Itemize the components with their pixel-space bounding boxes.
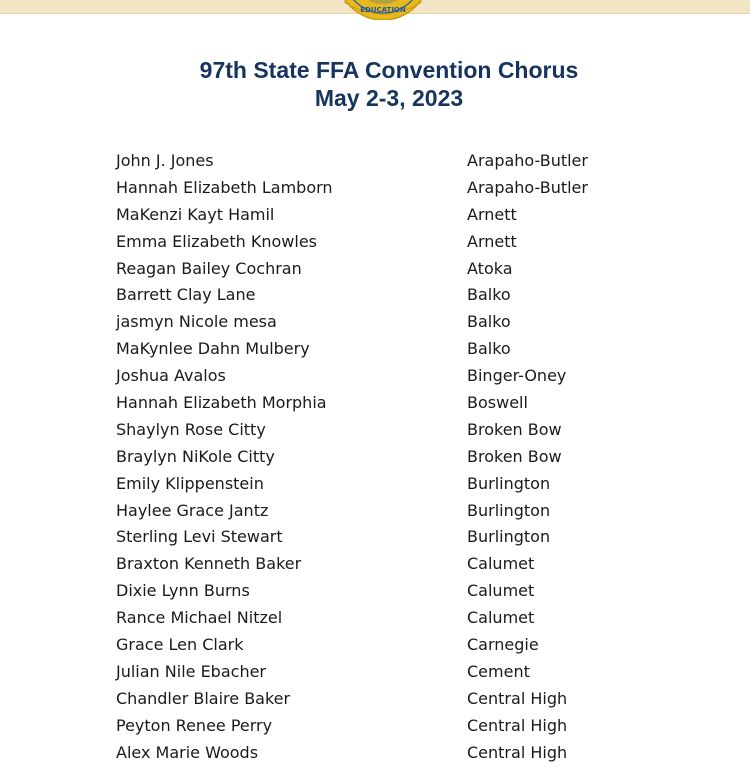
member-school: Calumet xyxy=(467,554,535,574)
member-name: Haylee Grace Jantz xyxy=(116,500,269,520)
chorus-roster xyxy=(116,148,636,766)
roster-row xyxy=(116,202,636,229)
member-school: Burlington xyxy=(467,500,551,520)
roster-row xyxy=(116,390,636,417)
member-name: Julian Nile Ebacher xyxy=(116,661,266,681)
member-school: Central High xyxy=(467,742,568,762)
member-name: Grace Len Clark xyxy=(116,635,244,655)
roster-row xyxy=(116,363,636,390)
member-school: Burlington xyxy=(467,527,551,547)
member-school: Boswell xyxy=(467,393,528,413)
roster-row xyxy=(116,471,636,498)
roster-row xyxy=(116,578,636,605)
roster-row xyxy=(116,632,636,659)
roster-row xyxy=(116,309,636,336)
member-school: Central High xyxy=(467,688,568,708)
roster-row xyxy=(116,713,636,740)
member-name: Peyton Renee Perry xyxy=(116,715,273,735)
page-title xyxy=(0,56,750,112)
roster-row xyxy=(116,256,636,283)
member-school: Arapaho-Butler xyxy=(467,151,588,170)
member-school: Cement xyxy=(467,661,530,681)
title-line-1: 97th State FFA Convention Chorus xyxy=(199,57,579,83)
member-school: Atoka xyxy=(467,258,513,278)
member-name: jasmyn Nicole mesa xyxy=(116,312,277,332)
member-name: Emily Klippenstein xyxy=(116,473,264,493)
roster-row xyxy=(116,282,636,309)
roster-row xyxy=(116,524,636,551)
member-name: Rance Michael Nitzel xyxy=(116,608,283,628)
roster-row xyxy=(116,498,636,525)
member-name: Sterling Levi Stewart xyxy=(116,527,283,547)
member-name: Alex Marie Woods xyxy=(116,742,259,762)
member-name: Braxton Kenneth Baker xyxy=(116,554,302,574)
member-name: Shaylyn Rose Citty xyxy=(116,419,266,439)
member-name: Emma Elizabeth Knowles xyxy=(116,231,318,251)
roster-row xyxy=(116,740,636,767)
emblem-text: EDUCATION xyxy=(360,6,406,14)
member-school: Balko xyxy=(467,285,511,305)
member-name: Hannah Elizabeth Morphia xyxy=(116,393,327,413)
roster-row xyxy=(116,686,636,713)
member-name: MaKynlee Dahn Mulbery xyxy=(116,339,310,359)
member-school: Binger-Oney xyxy=(467,366,567,386)
member-school: Arnett xyxy=(467,204,517,224)
member-school: Balko xyxy=(467,312,511,332)
member-school: Broken Bow xyxy=(467,419,562,439)
roster-row xyxy=(116,551,636,578)
member-school: Central High xyxy=(467,715,568,735)
member-name: Joshua Avalos xyxy=(116,366,226,386)
member-name: Reagan Bailey Cochran xyxy=(116,258,302,278)
roster-row xyxy=(116,336,636,363)
title-line-2: May 2-3, 2023 xyxy=(314,85,464,111)
member-name: Hannah Elizabeth Lamborn xyxy=(116,177,333,197)
roster-row xyxy=(116,229,636,256)
member-school: Calumet xyxy=(467,581,535,601)
roster-row xyxy=(116,175,636,202)
member-school: Carnegie xyxy=(467,635,539,655)
member-name: Chandler Blaire Baker xyxy=(116,688,291,708)
member-school: Arnett xyxy=(467,231,517,251)
roster-row xyxy=(116,417,636,444)
member-name: John J. Jones xyxy=(116,151,214,170)
member-school: Broken Bow xyxy=(467,446,562,466)
member-name: Barrett Clay Lane xyxy=(116,285,256,305)
roster-row xyxy=(116,659,636,686)
ffa-emblem-icon xyxy=(330,0,436,20)
member-name: Dixie Lynn Burns xyxy=(116,581,250,601)
member-school: Arapaho-Butler xyxy=(467,177,588,197)
roster-row xyxy=(116,148,636,175)
roster-row xyxy=(116,605,636,632)
member-school: Calumet xyxy=(467,608,535,628)
member-name: Braylyn NiKole Citty xyxy=(116,446,275,466)
member-school: Burlington xyxy=(467,473,551,493)
member-name: MaKenzi Kayt Hamil xyxy=(116,204,275,224)
roster-row xyxy=(116,444,636,471)
member-school: Balko xyxy=(467,339,511,359)
